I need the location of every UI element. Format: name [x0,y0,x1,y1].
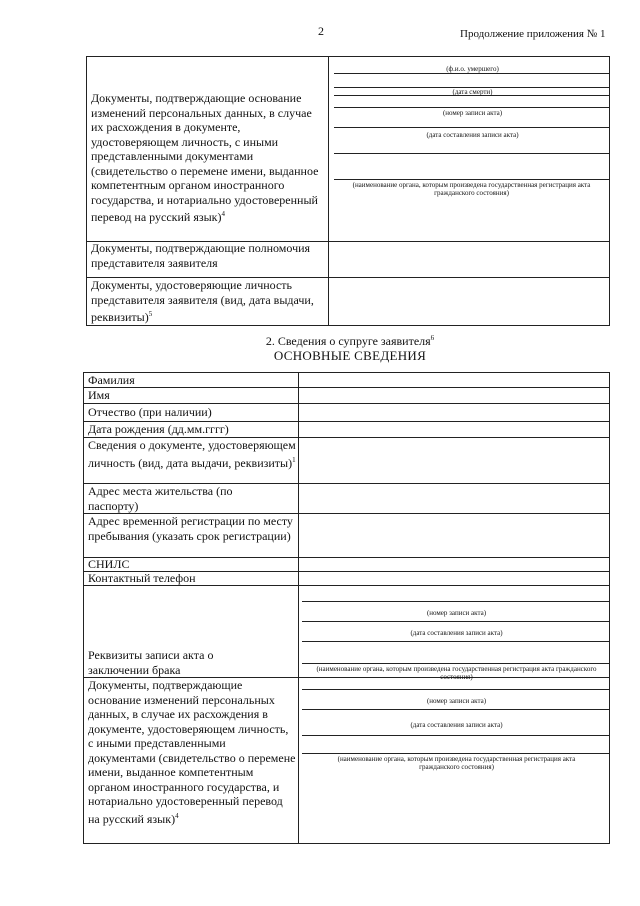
row-label-representative-identity: Документы, удостоверяющие личность представителя заявителя (вид, дата выдачи, реквизиты)$^5$ [91,278,314,324]
row-label-marriage-record: Реквизиты записи акта о заключении брака [88,648,214,677]
hint-marriage-record-date: (дата составления записи акта) [410,629,503,637]
section-subtitle: ОСНОВНЫЕ СВЕДЕНИЯ [273,348,427,363]
row-label-surname: Фамилия [88,373,135,387]
section-title: 2. Сведения о супруге заявителя$^6$ [265,334,435,348]
table-spouse-info [83,372,610,844]
row-label-phone: Контактный телефон [88,571,196,585]
hint-record-date: (дата составления записи акта) [426,131,519,139]
hint-deceased-name: (ф.и.о. умершего) [446,65,499,73]
row-label-temporary-registration: Адрес временной регистрации по месту пребывания (указать срок регистрации) [88,514,293,543]
row-label-representative-authority: Документы, подтверждающие полномочия представителя заявителя [91,241,311,270]
hint-registry-body-2: (наименование органа, которым произведена государственная регистрация акта гражданского состояния) [337,755,576,771]
row-label-birth-date: Дата рождения (дд.мм.гггг) [88,422,229,436]
hint-record-number: (номер записи акта) [442,109,503,117]
row-label-identity-document: Сведения о документе, удостоверяющем личность (вид, дата выдачи, реквизиты)$^1$ [88,438,296,470]
hint-record-number-2: (номер записи акта) [426,697,487,705]
row-label-name-change-docs: Документы, подтверждающие основание изменений персональных данных, в случае их расхождения в документе, удостоверяющем личность, с иными представленными документами (свидетельство о перемене имени, выданное компетентным органом иностранного государства, и нотариально удостоверенный перевод на русский язык)$^4$ [88,678,296,826]
hint-marriage-registry-body: (наименование органа, которым произведена государственная регистрация акта гражданского состояния) [316,665,597,681]
hint-record-date-2: (дата составления записи акта) [410,721,503,729]
hint-marriage-record-number: (номер записи акта) [426,609,487,617]
table-continuation [86,56,610,326]
row-label-patronymic: Отчество (при наличии) [88,405,212,419]
row-label-first-name: Имя [88,388,110,402]
page-number: 2 [318,24,324,38]
row-label-snils: СНИЛС [88,557,130,571]
hint-registry-body: (наименование органа, которым произведена государственная регистрация акта гражданского состояния) [352,181,591,197]
row-label-name-change-docs: Документы, подтверждающие основание изменений персональных данных, в случае их расхождения в документе, удостоверяющем личность, с иными представленными документами (свидетельство о перемене имени, выданное компетентным органом иностранного государства, и нотариально удостоверенный перевод на русский язык)$^4$ [91,91,319,224]
hint-death-date: (дата смерти) [452,88,493,96]
row-label-residence-address: Адрес места жительства (по паспорту) [88,484,233,513]
appendix-continuation: Продолжение приложения № 1 [460,28,606,40]
